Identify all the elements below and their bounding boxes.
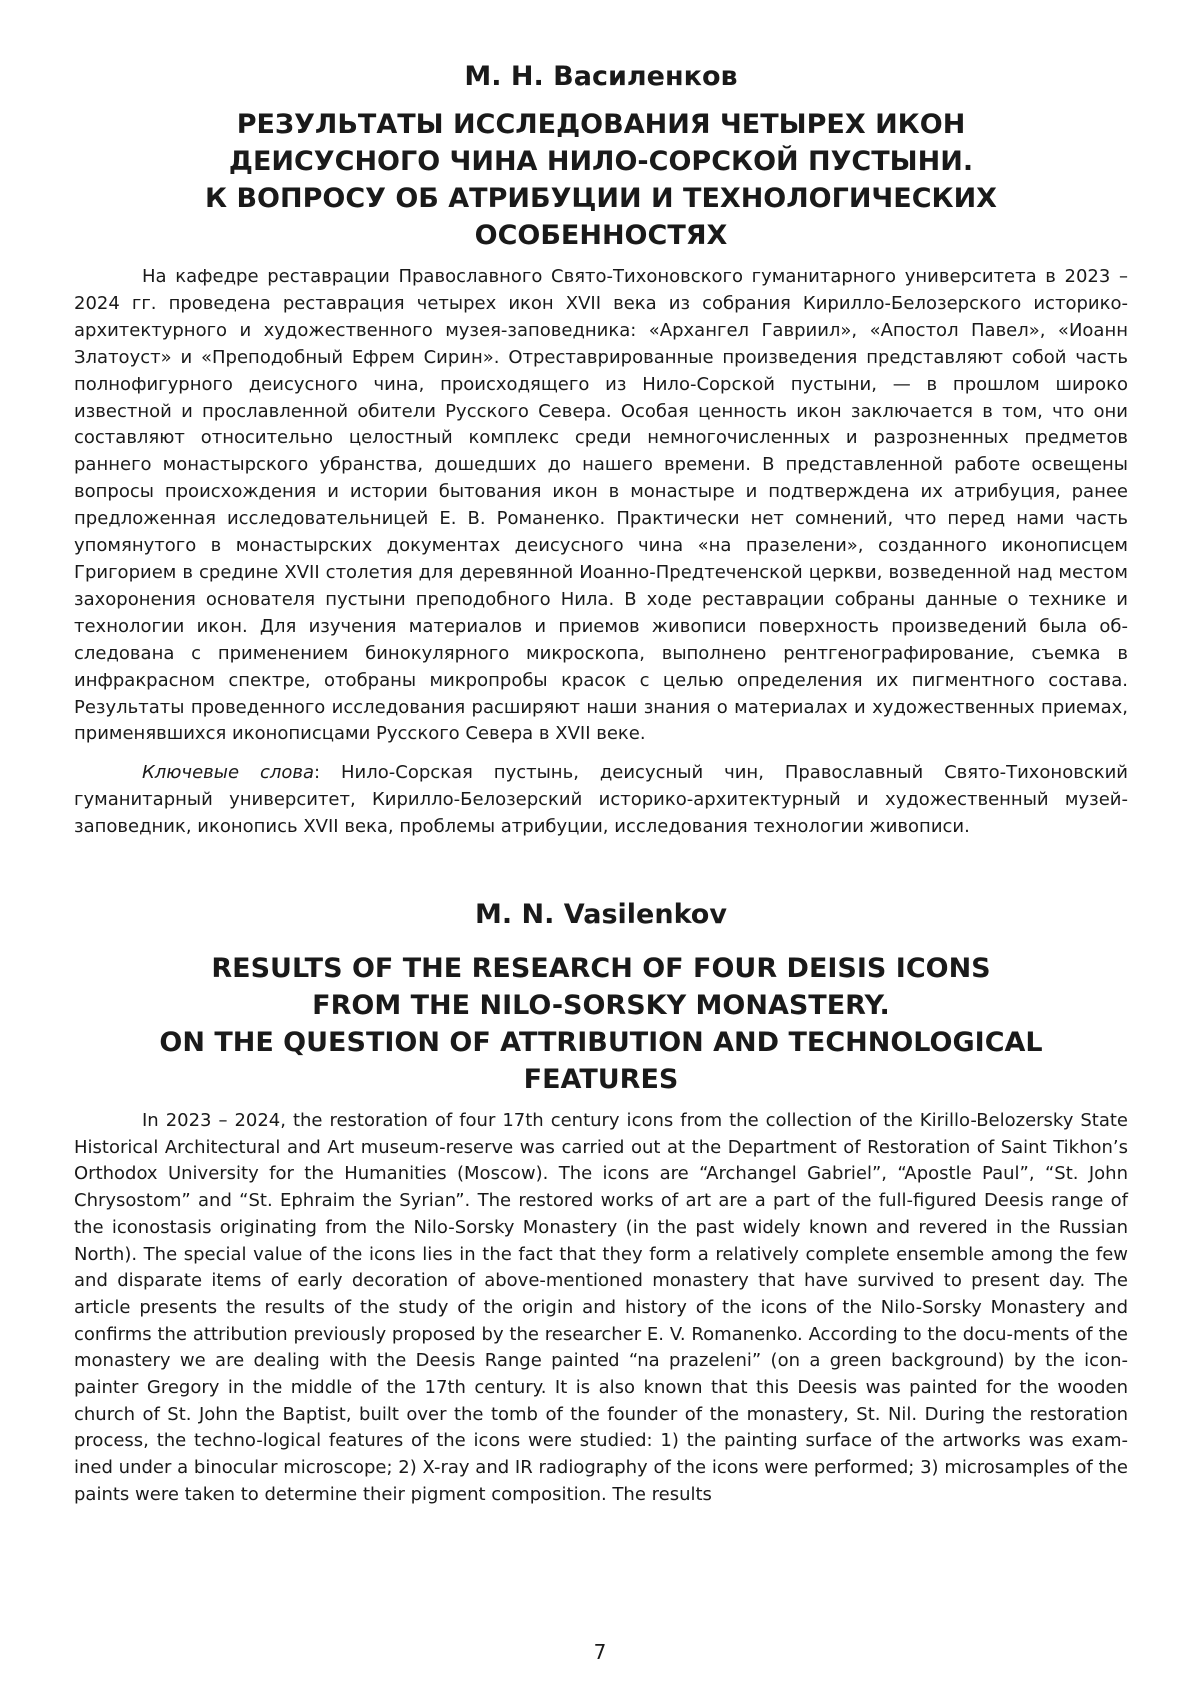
page-number: 7 <box>593 1640 607 1664</box>
title-line: К ВОПРОСУ ОБ АТРИБУЦИИ И ТЕХНОЛОГИЧЕСКИХ <box>204 183 997 214</box>
title-line: ДЕИСУСНОГО ЧИНА НИЛО-СОРСКОЙ ПУСТЫНИ. <box>228 146 974 177</box>
abstract-ru: На кафедре реставрации Православного Свято-Тихоновского гуманитарного университета в 2023 – 2024 гг. проведена реставрация четырех икон XVII века из собрания Кирилло-Белозерского историко-архитектурного и художественного музея-заповедника: «Архангел Гавриил», «Апостол Павел», «Иоанн Златоуст» и «Преподобный Ефрем Сирин». Отреставрированные произведения представляют собой часть полнофигурного деисусного чина, происходящего из Нило-Сорской пустыни, — в прошлом широко известной и прославленной обители Русского Севера. Особая ценность икон заключается в том, что они составляют относительно целостный комплекс среди немногочисленных и разрозненных предметов раннего монастырского убранства, дошедших до нашего времени. В представленной работе освещены вопросы происхождения и истории бытования икон в монастыре и подтверждена их атрибуция, ранее предложенная исследовательницей Е. В. Романенко. Практически нет сомнений, что перед нами часть упомянутого в монастырских документах деисусного чина «на празелени», созданного иконописцем Григорием в средине XVII столетия для деревянной Иоанно-Предтеченской церкви, возведенной над местом захоронения основателя пустыни преподобного Нила. В ходе реставрации собраны данные о технике и технологии икон. Для изучения материалов и приемов живописи поверхность произведений была обследована с применением бинокулярного микроскопа, выполнено рентгенографирование, съемка в инфракрасном спектре, отобраны микропробы красок с целью определения их пигментного состава. Результаты проведенного исследования расширяют наши знания о материалах и художественных приемах, применявшихся иконописцами Русского Севера в XVII веке. <box>74 266 1128 745</box>
keywords-ru <box>74 760 1128 841</box>
english-section <box>74 898 1128 1509</box>
keywords-label: Ключевые слова <box>142 762 315 784</box>
title-line: FROM THE NILO-SORSKY MONASTERY. <box>312 990 890 1022</box>
title-line: RESULTS OF THE RESEARCH OF FOUR DEISIS ICONS <box>211 953 991 985</box>
keywords-text: : Нило-Сорская пустынь, деисусный чин, Православный Свято-Тихоновский гуманитарный университет, Кирилло-Белозерский историко-архитектурный и художественный музей-заповедник, иконопись XVII века, проблемы атрибуции, исследования технологии живописи. <box>74 762 1128 838</box>
author-name-en: M. N. Vasilenkov <box>475 899 727 931</box>
article-title-ru <box>74 106 1128 254</box>
russian-section <box>74 60 1128 841</box>
title-line: РЕЗУЛЬТАТЫ ИССЛЕДОВАНИЯ ЧЕТЫРЕХ ИКОН <box>236 109 966 140</box>
article-page <box>74 60 1128 1509</box>
title-line: FEATURES <box>523 1064 679 1096</box>
author-name-ru: М. Н. Василенков <box>464 61 738 92</box>
abstract-en: In 2023 – 2024, the restoration of four 17th century icons from the collection of the Kirillo-Belozersky State Historical Architectural and Art museum-reserve was carried out at the Department of Restoration of Saint Tikhon’s Orthodox University for the Humanities (Moscow). The icons are “Archangel Gabriel”, “Apostle Paul”, “St. John Chrysostom” and “St. Ephraim the Syrian”. The restored works of art are a part of the full-figured Deesis range of the iconostasis originating from the Nilo-Sorsky Monastery (in the past widely known and revered in the Russian North). The special value of the icons lies in the fact that they form a relatively complete ensemble among the few and disparate items of early decoration of above-mentioned monastery that have survived to present day. The article presents the results of the study of the origin and history of the icons of the Nilo-Sorsky Monastery and confirms the attribution previously proposed by the researcher E. V. Romanenko. According to the docu-ments of the monastery we are dealing with the Deesis Range painted “na prazeleni” (on a green background) by the icon-painter Gregory in the middle of the 17th century. It is also known that this Deesis was painted for the wooden church of St. John the Baptist, built over the tomb of the founder of the monastery, St. Nil. During the restoration process, the techno-logical features of the icons were studied: 1) the painting surface of the artworks was exam-ined under a binocular microscope; 2) X-ray and IR radiography of the icons were performed; 3) microsamples of the paints were taken to determine their pigment composition. The results <box>74 1110 1128 1505</box>
article-title-en <box>74 950 1128 1098</box>
title-line: ОСОБЕННОСТЯХ <box>474 220 728 251</box>
title-line: ON THE QUESTION OF ATTRIBUTION AND TECHNOLOGICAL <box>159 1027 1043 1059</box>
